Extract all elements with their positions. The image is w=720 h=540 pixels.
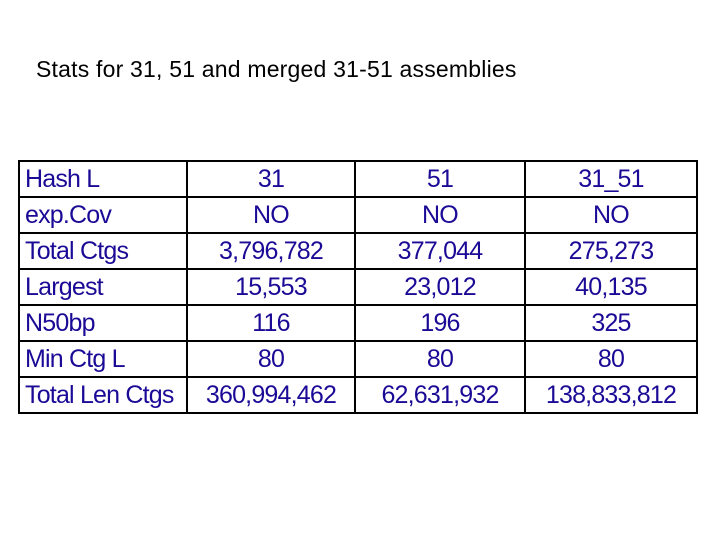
cell-31: 80 (187, 341, 355, 377)
table-row-total-len-ctgs (19, 377, 697, 413)
cell-51: NO (355, 197, 525, 233)
cell-51: 377,044 (355, 233, 525, 269)
cell-31-51: 325 (525, 305, 697, 341)
cell-31: 3,796,782 (187, 233, 355, 269)
table-row-exp-cov (19, 197, 697, 233)
table-row-hash-length (19, 161, 697, 197)
cell-31: 116 (187, 305, 355, 341)
cell-31-51: NO (525, 197, 697, 233)
cell-51: 51 (355, 161, 525, 197)
cell-31-51: 138,833,812 (525, 377, 697, 413)
table-row-n50bp (19, 305, 697, 341)
row-label: Hash L (19, 161, 187, 197)
table-row-total-ctgs (19, 233, 697, 269)
cell-51: 196 (355, 305, 525, 341)
cell-31: 15,553 (187, 269, 355, 305)
table-row-min-ctg-length (19, 341, 697, 377)
cell-51: 62,631,932 (355, 377, 525, 413)
row-label: N50bp (19, 305, 187, 341)
cell-51: 23,012 (355, 269, 525, 305)
row-label: Min Ctg L (19, 341, 187, 377)
cell-31: 31 (187, 161, 355, 197)
cell-31: 360,994,462 (187, 377, 355, 413)
assembly-stats-table (18, 160, 698, 414)
cell-31-51: 40,135 (525, 269, 697, 305)
cell-51: 80 (355, 341, 525, 377)
row-label: Total Ctgs (19, 233, 187, 269)
table-row-largest (19, 269, 697, 305)
cell-31-51: 275,273 (525, 233, 697, 269)
row-label: Total Len Ctgs (19, 377, 187, 413)
cell-31: NO (187, 197, 355, 233)
cell-31-51: 31_51 (525, 161, 697, 197)
slide-title: Stats for 31, 51 and merged 31-51 assemblies (36, 56, 517, 82)
row-label: Largest (19, 269, 187, 305)
row-label: exp.Cov (19, 197, 187, 233)
cell-31-51: 80 (525, 341, 697, 377)
